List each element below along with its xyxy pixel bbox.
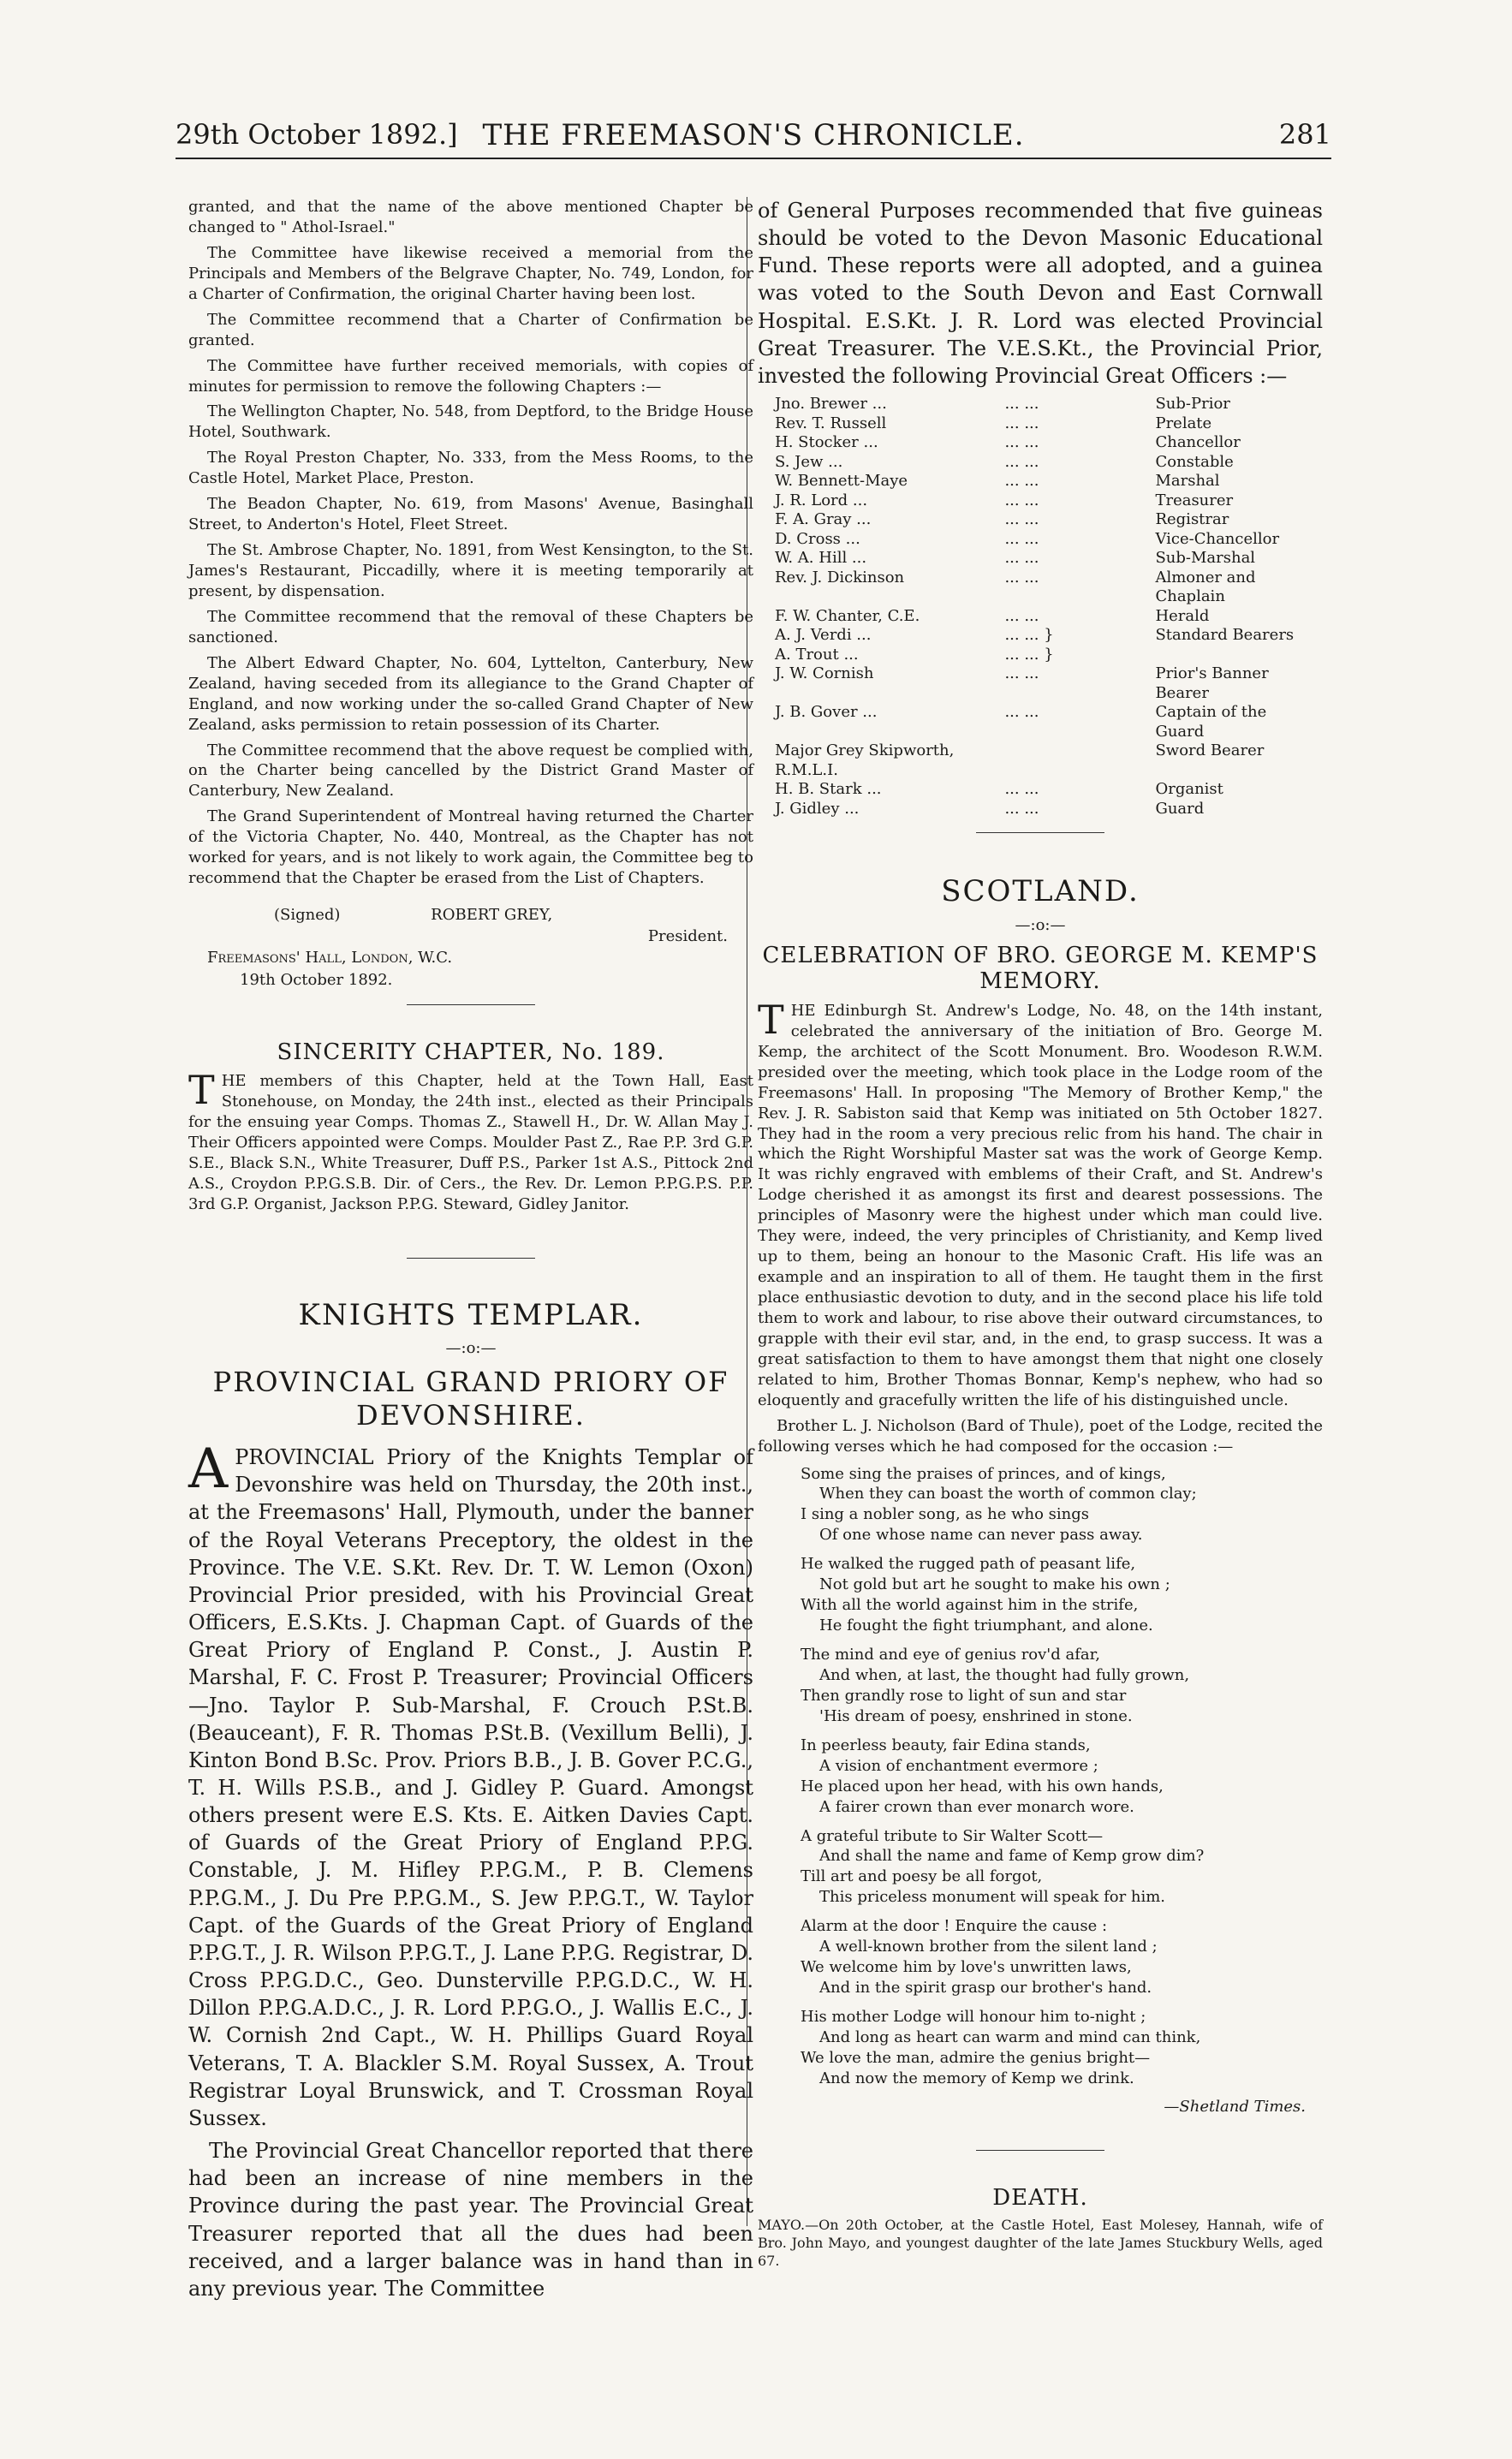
- poem-line: And in the spirit grasp our brother's hand.: [819, 1979, 1152, 1998]
- poem-line: He fought the fight triumphant, and alone.: [819, 1617, 1153, 1635]
- officer-name: W. A. Hill ...: [775, 549, 867, 568]
- officer-office: Sub-Marshal: [1155, 549, 1256, 568]
- officer-name: W. Bennett-Maye: [775, 472, 908, 491]
- officer-row: [775, 491, 1323, 511]
- header-rule: [176, 158, 1331, 159]
- officer-row: [775, 472, 1323, 491]
- poem-stanza: [801, 1736, 1323, 1818]
- poem-line: We love the man, admire the genius bright—: [801, 2048, 1151, 2067]
- signature-date: 19th October 1892.: [240, 970, 393, 989]
- death-heading: DEATH.: [992, 2184, 1088, 2211]
- report-paragraph: The Albert Edward Chapter, No. 604, Lyttelton, Canterbury, New Zealand, having seceded from its allegiance to the Grand Chapter of England, and now working under the so-called Grand Chapter of New Zealand, asks permission to retain possession of its Charter.: [188, 653, 753, 734]
- officer-dots: [1004, 741, 1155, 780]
- report-paragraph: The Committee recommend that the above request be complied with, on the Charter being cancelled by the District Grand Master of Canterbury, New Zealand.: [188, 741, 753, 801]
- officer-dots: ... ... }: [1004, 645, 1054, 664]
- poem-stanza: [801, 1916, 1323, 1998]
- sincerity-text: HE members of this Chapter, held at the Town Hall, East Stonehouse, on Monday, the 24th inst., elected as their Principals for the ensuing year Comps. Thomas Z., Stawell H., Dr. W. Allan May J. Their Officers appointed were Comps. Moulder Past Z., Rae P.P. 3rd G.P. S.E., Black S.N., White Treasurer, Duff P.S., Parker 1st A.S., Pittock 2nd A.S., Croydon P.P.G.S.B. Dir. of Cers., the Rev. Dr. Lemon P.P.G.P.S. P.P. 3rd G.P. Organist, Jackson P.P.G. Steward, Gidley Janitor.: [188, 1072, 753, 1213]
- officer-office: Organist: [1155, 780, 1223, 799]
- section-rule: [407, 1004, 535, 1005]
- publication-title: THE FREEMASON'S CHRONICLE.: [482, 118, 1025, 152]
- officer-name: H. Stocker ...: [775, 433, 878, 452]
- poem-stanza: [801, 2007, 1323, 2089]
- officer-office: Captain of the Guard: [1155, 703, 1267, 741]
- poem-stanza: [801, 1826, 1323, 1908]
- right-column: [758, 197, 1323, 2270]
- officer-row: [775, 664, 1323, 703]
- kemp-paragraph: [758, 996, 1323, 1411]
- poem-line: He placed upon her head, with his own hands,: [801, 1777, 1164, 1795]
- officer-dots: ... ...: [1004, 549, 1039, 568]
- drop-cap: A: [188, 1438, 229, 1502]
- report-paragraph: The Royal Preston Chapter, No. 333, from the Mess Rooms, to the Castle Hotel, Market Place, Preston.: [188, 449, 753, 488]
- poem-line: Alarm at the door ! Enquire the cause :: [801, 1917, 1108, 1936]
- officer-office: Registrar: [1155, 510, 1229, 529]
- kemp-heading: CELEBRATION OF BRO. GEORGE M. KEMP'S MEMORY.: [762, 942, 1319, 994]
- officer-dots: ... ...: [1004, 491, 1039, 509]
- officer-name: J. B. Gover ...: [775, 703, 878, 722]
- officer-name: Rev. T. Russell: [775, 414, 887, 432]
- officer-dots: ... ...: [1004, 510, 1039, 529]
- page-number: 281: [1278, 118, 1331, 151]
- officer-name: S. Jew ...: [775, 452, 843, 471]
- masthead: [176, 118, 1331, 159]
- report-paragraph: The Grand Superintendent of Montreal having returned the Charter of the Victoria Chapter, No. 440, Montreal, as the Chapter has not worked for years, and is not likely to work again, the Committee beg to recommend that the Chapter be erased from the List of Chapters.: [188, 807, 753, 888]
- officer-dots: ... ...: [1004, 433, 1039, 452]
- signature-address: Freemasons' Hall, London, W.C.: [207, 949, 453, 968]
- poem-stanza: [801, 1464, 1323, 1546]
- priory-continuation: of General Purposes recommended that five guineas should be voted to the Devon Masonic Educational Fund. These reports were all adopted, and a guinea was voted to the South Devon and East Cornwall Hospital. E.S.Kt. J. R. Lord was elected Provincial Great Treasurer. The V.E.S.Kt., the Provincial Prior, invested the following Provincial Great Officers :—: [758, 199, 1323, 388]
- officer-name: D. Cross ...: [775, 529, 860, 548]
- report-paragraph: The Wellington Chapter, No. 548, from Deptford, to the Bridge House Hotel, Southwark.: [188, 402, 753, 442]
- section-rule: [976, 832, 1104, 833]
- report-paragraph: The Committee recommend that the removal of these Chapters be sanctioned.: [188, 607, 753, 646]
- priory-text: PROVINCIAL Priory of the Knights Templar of Devonshire was held on Thursday, the 20th inst., at the Freemasons' Hall, Plymouth, under the banner of the Royal Veterans Preceptory, the oldest in the Province. The V.E. S.Kt. Rev. Dr. T. W. Lemon (Oxon) Provincial Prior presided, with his Provincial Great Officers, E.S.Kts. J. Chapman Capt. of Guards of the Great Priory of England P. Const., J. Austin P. Marshal, F. C. Frost P. Treasurer; Provincial Officers—Jno. Taylor P. Sub-Marshal, F. Crouch P.St.B. (Beauceant), F. R. Thomas P.St.B. (Vexillum Belli), J. Kinton Bond B.Sc. Prov. Priors B.B., J. B. Gover P.C.G., T. H. Wills P.S.B., and J. Gidley P. Guard. Amongst others present were E.S. Kts. E. Aitken Davies Capt. of Guards of the Great Priory of England P.P.G. Constable, J. M. Hifley P.P.G.M., P. B. Clemens P.P.G.M., J. Du Pre P.P.G.M., S. Jew P.P.G.T., W. Taylor Capt. of the Guards of the Great Priory of England P.P.G.T., J. R. Wilson P.P.G.T., J. Lane P.P.G. Registrar, D. Cross P.P.G.D.C., Geo. Dunsterville P.P.G.D.C., W. H. Dillon P.P.G.A.D.C., J. R. Lord P.P.G.O., J. Wallis E.C., J. W. Cornish 2nd Capt., W. H. Phillips Guard Royal Veterans, T. A. Blackler S.M. Royal Sussex, A. Trout Registrar Loyal Brunswick, and T. Crossman Royal Sussex.: [188, 1445, 753, 2130]
- officer-row: [775, 510, 1323, 530]
- report-paragraph: The Committee recommend that a Charter of Confirmation be granted.: [188, 310, 753, 349]
- officer-dots: ... ...: [1004, 414, 1039, 432]
- officer-row: [775, 569, 1323, 607]
- section-rule: [976, 2150, 1104, 2151]
- officer-dots: ... ...: [1004, 703, 1039, 722]
- officer-dots: ... ...: [1004, 606, 1039, 625]
- poem-line: And now the memory of Kemp we drink.: [819, 2069, 1134, 2087]
- poem-credit: —Shetland Times.: [1164, 2097, 1306, 2116]
- death-notice: MAYO.—On 20th October, at the Castle Hotel, East Molesey, Hannah, wife of Bro. John Mayo, and youngest daughter of the late James Stuckbury Wells, aged 67.: [758, 2216, 1323, 2269]
- poem: [801, 1464, 1323, 2089]
- officer-office: Herald: [1155, 606, 1210, 625]
- report-paragraph: The Beadon Chapter, No. 619, from Masons' Avenue, Basinghall Street, to Anderton's Hotel, Fleet Street.: [188, 495, 753, 534]
- poem-line: A fairer crown than ever monarch wore.: [819, 1797, 1134, 1816]
- officer-dots: ... ...: [1004, 568, 1039, 586]
- ornament: —:o:—: [1015, 915, 1066, 934]
- poem-line: Some sing the praises of princes, and of kings,: [801, 1464, 1166, 1483]
- officer-dots: ... ...: [1004, 395, 1039, 414]
- poem-line: Of one whose name can never pass away.: [819, 1526, 1143, 1545]
- officer-office: Prior's Banner Bearer: [1155, 664, 1269, 702]
- kemp-text: HE Edinburgh St. Andrew's Lodge, No. 48, on the 14th instant, celebrated the anniversary of the initiation of Bro. George M. Kemp, the architect of the Scott Monument. Bro. Woodeson R.W.M. presided over the meeting, which took place in the Lodge room of the Freemasons' Hall. In proposing "The Memory of Brother Kemp," the Rev. J. R. Sabiston said that Kemp was initiated on 5th October 1827. They had in the room a very precious relic from his hand. The chair in which the Right Worshipful Master sat was the work of George Kemp. It was richly engraved with emblems of their Craft, and St. Andrew's Lodge cherished it as amongst its first and dearest possessions. The principles of Masonry were the highest under which man could live. They were, indeed, the very principles of Christianity, and Kemp lived up to them, being an honour to the Masonic Craft. His life was an example and an inspiration to all of them. He taught them in the first place enthusiastic devotion to duty, and in the second place his life told them to work and labour, to rise above their outward circumstances, to grapple with their evil star, and, in the end, to grasp success. It was a great satisfaction to them to have amongst them that night one closely related to him, Brother Thomas Bonnar, Kemp's nephew, who had so eloquently and gracefully written the life of his distinguished uncle.: [758, 1001, 1323, 1409]
- section-rule: [407, 1258, 535, 1259]
- poem-line: We welcome him by love's unwritten laws,: [801, 1958, 1132, 1977]
- report-paragraph: The Committee have likewise received a memorial from the Principals and Members of the Belgrave Chapter, No. 749, London, for a Charter of Confirmation, the original Charter having been lost.: [188, 243, 753, 303]
- sincerity-paragraph: [188, 1067, 753, 1215]
- issue-date: 29th October 1892.]: [176, 118, 458, 151]
- poem-line: And when, at last, the thought had fully grown,: [819, 1665, 1190, 1684]
- officer-row: [775, 607, 1323, 627]
- officer-row: [775, 646, 1323, 665]
- officer-name: J. W. Cornish: [775, 664, 874, 683]
- knights-heading: KNIGHTS TEMPLAR.: [298, 1297, 644, 1332]
- officer-dots: ... ...: [1004, 799, 1039, 818]
- officer-office: Sword Bearer: [1155, 741, 1265, 760]
- officer-name: F. W. Chanter, C.E.: [775, 606, 920, 625]
- officer-row: [775, 395, 1323, 414]
- poem-line: He walked the rugged path of peasant life,: [801, 1555, 1136, 1574]
- officer-office: Treasurer: [1155, 491, 1234, 509]
- officer-row: [775, 549, 1323, 569]
- poem-line: And shall the name and fame of Kemp grow dim?: [819, 1847, 1205, 1866]
- officer-row: [775, 453, 1323, 473]
- poem-line: I sing a nobler song, as he who sings: [801, 1505, 1089, 1524]
- ornament: —:o:—: [445, 1339, 497, 1358]
- officer-row: [775, 780, 1323, 800]
- officer-name: H. B. Stark ...: [775, 780, 882, 799]
- kemp-paragraph: Brother L. J. Nicholson (Bard of Thule), poet of the Lodge, recited the following verses which he had composed for the occasion :—: [758, 1416, 1323, 1456]
- poem-line: When they can boast the worth of common clay;: [819, 1485, 1197, 1503]
- officer-dots: ... ...: [1004, 780, 1039, 799]
- poem-line: In peerless beauty, fair Edina stands,: [801, 1736, 1091, 1754]
- signed-label: (Signed): [274, 906, 341, 925]
- poem-stanza: [801, 1554, 1323, 1636]
- officer-name: Rev. J. Dickinson: [775, 568, 905, 586]
- officer-name: J. Gidley ...: [775, 799, 860, 818]
- poem-line: Till art and poesy be all forgot,: [801, 1867, 1043, 1886]
- poem-line: His mother Lodge will honour him to-night ;: [801, 2008, 1146, 2027]
- sincerity-heading: SINCERITY CHAPTER, No. 189.: [277, 1039, 665, 1065]
- officer-row: [775, 741, 1323, 780]
- poem-line: Not gold but art he sought to make his own ;: [819, 1575, 1170, 1594]
- officer-row: [775, 414, 1323, 434]
- officer-dots: ... ...: [1004, 452, 1039, 471]
- poem-line: With all the world against him in the strife,: [801, 1596, 1139, 1615]
- officer-office: Prelate: [1155, 414, 1212, 432]
- poem-line: Then grandly rose to light of sun and star: [801, 1686, 1127, 1705]
- officer-office: [1155, 646, 1323, 665]
- signature-block: [188, 904, 753, 991]
- poem-line: A well-known brother from the silent land ;: [819, 1938, 1158, 1956]
- officers-table: [775, 395, 1323, 819]
- priory-paragraph: [188, 1438, 753, 2132]
- poem-line: And long as heart can warm and mind can think,: [819, 2027, 1201, 2046]
- poem-line: This priceless monument will speak for him.: [819, 1888, 1166, 1907]
- officer-name: Jno. Brewer ...: [775, 395, 887, 414]
- drop-cap: T: [758, 996, 784, 1043]
- officer-name: J. R. Lord ...: [775, 491, 868, 509]
- officer-dots: ... ...: [1004, 472, 1039, 491]
- officer-office: Chancellor: [1155, 433, 1241, 452]
- poem-line: A vision of enchantment evermore ;: [819, 1756, 1098, 1775]
- priory-paragraph: The Provincial Great Chancellor reported that there had been an increase of nine members in the Province during the past year. The Provincial Great Treasurer reported that all the dues had been received, and a larger balance was in hand than in any previous year. The Committee: [188, 2139, 753, 2301]
- left-column: [188, 197, 753, 2307]
- officer-row: [775, 433, 1323, 453]
- officer-office: Constable: [1155, 452, 1234, 471]
- drop-cap: T: [188, 1067, 215, 1113]
- officer-office: Vice-Chancellor: [1155, 529, 1280, 548]
- officer-office: Sub-Prior: [1155, 395, 1230, 414]
- poem-line: The mind and eye of genius rov'd afar,: [801, 1646, 1100, 1664]
- officer-dots: ... ... }: [1004, 626, 1054, 645]
- officer-office: Standard Bearers: [1155, 626, 1295, 645]
- officer-row: [775, 800, 1323, 819]
- officer-name: F. A. Gray ...: [775, 510, 872, 529]
- report-paragraph: granted, and that the name of the above mentioned Chapter be changed to " Athol-Israel.": [188, 198, 753, 236]
- scotland-heading: SCOTLAND.: [941, 874, 1140, 909]
- signatory-name: ROBERT GREY,: [431, 906, 553, 925]
- officer-row: [775, 530, 1323, 550]
- signatory-role: President.: [647, 927, 728, 946]
- officer-office: Almoner and Chaplain: [1155, 568, 1256, 606]
- report-paragraph: The St. Ambrose Chapter, No. 1891, from West Kensington, to the St. James's Restaurant, Piccadilly, where it is meeting temporarily at present, by dispensation.: [188, 541, 753, 600]
- poem-line: 'His dream of poesy, enshrined in stone.: [819, 1706, 1133, 1725]
- officer-dots: ... ...: [1004, 664, 1039, 683]
- priory-heading: PROVINCIAL GRAND PRIORY OF DEVONSHIRE.: [212, 1366, 729, 1432]
- report-paragraph: The Committee have further received memorials, with copies of minutes for permission to remove the following Chapters :—: [188, 356, 753, 396]
- poem-stanza: [801, 1645, 1323, 1727]
- officer-name: A. Trout ...: [775, 645, 859, 664]
- officer-office: Marshal: [1155, 472, 1220, 491]
- officer-row: [775, 626, 1323, 646]
- officer-name: Major Grey Skipworth, R.M.L.I.: [775, 741, 955, 779]
- officer-name: A. J. Verdi ...: [775, 626, 872, 645]
- poem-line: A grateful tribute to Sir Walter Scott—: [801, 1826, 1104, 1845]
- officer-row: [775, 703, 1323, 741]
- officer-dots: ... ...: [1004, 529, 1039, 548]
- officer-office: Guard: [1155, 799, 1205, 818]
